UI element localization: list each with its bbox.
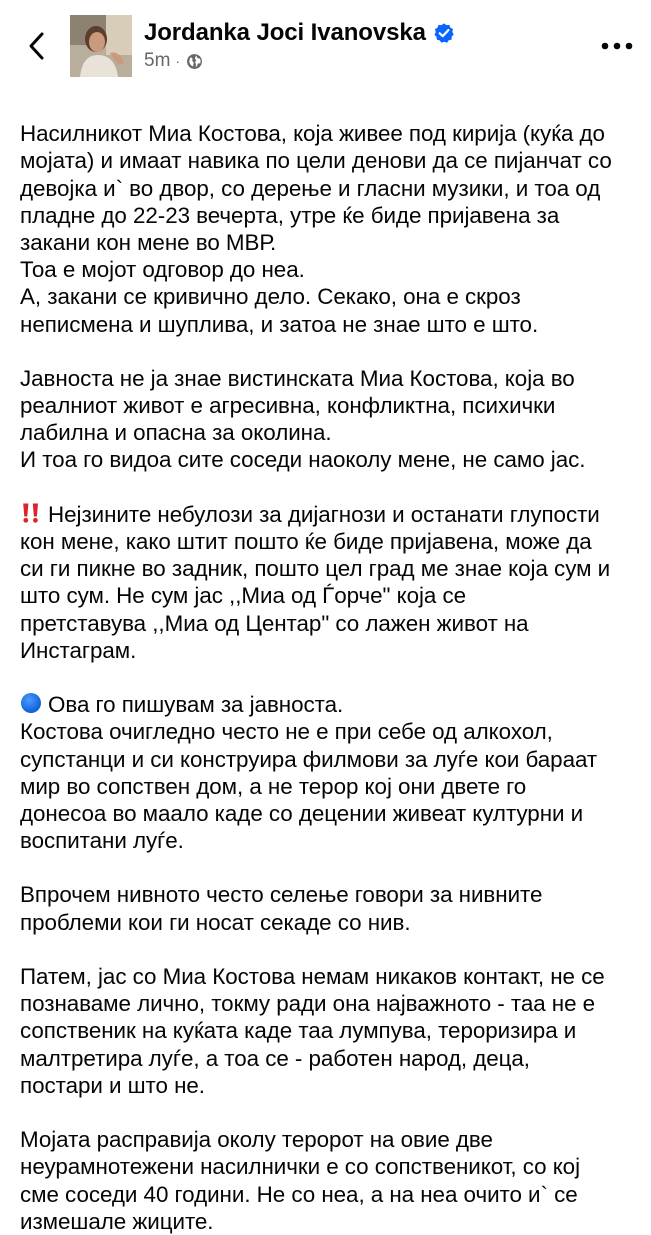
- text-line: девојка и` во двор, со дерење и гласни музики, и тоа од: [20, 175, 601, 201]
- text-line: Впрочем нивното често селење говори за нивните: [20, 882, 543, 908]
- text-line: си ги пикне во задник, пошто цел град ме знае која сум и: [20, 556, 611, 582]
- chevron-left-icon: [27, 31, 45, 61]
- text-line: постари и што не.: [20, 1072, 205, 1098]
- paragraph-spacer: [20, 338, 640, 365]
- text-line: Мојата расправија околу теророт на овие две: [20, 1127, 493, 1153]
- text-line: проблеми кои ги носат секаде со нив.: [20, 909, 411, 935]
- text-line: сме соседи 40 години. Не со неа, а на неа очито и` се: [20, 1181, 578, 1207]
- text-line: лабилна и опасна за околина.: [20, 420, 332, 446]
- text-line-with-emoji: [20, 501, 640, 528]
- meta-separator: ·: [175, 53, 181, 69]
- post-timestamp[interactable]: 5m: [144, 50, 171, 71]
- text-line: кон мене, како штит пошто ќе биде пријавена, може да: [20, 529, 592, 554]
- text-line: Јавноста не ја знае вистинската Миа Костова, која во: [20, 365, 575, 391]
- paragraph-5: [20, 881, 640, 935]
- text-line: Ова го пишувам за јавноста.: [48, 692, 344, 718]
- more-options-button[interactable]: [599, 36, 635, 56]
- text-line: супстанци и си конструира филмови за луѓе кои бараат: [20, 746, 598, 772]
- text-line: Нејзините небулози за дијагнози и останати глупости: [48, 501, 600, 527]
- verified-badge-icon: [433, 22, 455, 44]
- paragraph-4: [20, 691, 640, 854]
- text-line: пладне до 22-23 вечерта, утре ќе биде пријавена за: [20, 202, 560, 228]
- paragraph-spacer: [20, 1099, 640, 1126]
- paragraph-spacer: [20, 854, 640, 881]
- paragraph-2: [20, 365, 640, 474]
- paragraph-3: [20, 501, 640, 664]
- back-button[interactable]: [16, 24, 56, 68]
- text-line: донесоа во маало каде со децении живеат културни и: [20, 800, 584, 826]
- more-horizontal-icon: [601, 42, 633, 50]
- text-line: Тоа е мојот одговор до неа.: [20, 257, 305, 283]
- text-line: малтретира луѓе, а тоа се - работен народ, деца,: [20, 1045, 530, 1071]
- paragraph-spacer: [20, 936, 640, 963]
- text-line: воспитани луѓе.: [20, 828, 184, 854]
- text-line: мојата) и имаат навика по цели денови да се пијанчат со: [20, 148, 612, 174]
- text-line: И тоа го видоа сите соседи наоколу мене, не само јас.: [20, 447, 586, 473]
- blue-circle-icon: [20, 692, 42, 720]
- author-line: [144, 17, 455, 49]
- text-line: што сум. Не сум јас ,,Миа од Ѓорче" која се: [20, 583, 467, 609]
- paragraph-spacer: [20, 664, 640, 691]
- spacer: [20, 93, 640, 120]
- profile-photo: [70, 15, 132, 77]
- post-text: [20, 93, 640, 1235]
- paragraph-1: [20, 120, 640, 338]
- post-meta: [144, 49, 203, 73]
- text-line-with-emoji: [20, 691, 640, 718]
- text-line: Инстаграм.: [20, 637, 137, 663]
- globe-icon[interactable]: [186, 53, 203, 70]
- text-line: закани кон мене во МВР.: [20, 229, 277, 255]
- paragraph-7: [20, 1126, 640, 1235]
- text-line: претставува ,,Миа од Центар" со лажен живот на: [20, 610, 529, 636]
- text-line: А, закани се кривично дело. Секако, она е скроз: [20, 284, 521, 310]
- paragraph-6: [20, 963, 640, 1099]
- text-line: мир во сопствен дом, а не терор кој они двете го: [20, 773, 527, 799]
- author-name[interactable]: Jordanka Joci Ivanovska: [144, 19, 426, 46]
- text-line: Костова очигледно често не е при себе од алкохол,: [20, 719, 553, 745]
- text-line: неписмена и шуплива, и затоа не знае што е што.: [20, 311, 539, 337]
- text-line: сопственик на куќата каде таа лумпува, тероризира и: [20, 1018, 577, 1044]
- text-line: измешале жиците.: [20, 1208, 214, 1234]
- post-header: [0, 0, 651, 92]
- avatar[interactable]: [70, 15, 132, 77]
- text-line: неурамнотежени насилнички е со сопственикот, со кој: [20, 1154, 581, 1180]
- text-line: познаваме лично, токму ради она најважното - таа не е: [20, 991, 596, 1017]
- paragraph-spacer: [20, 474, 640, 501]
- text-line: Насилникот Миа Костова, која живее под кирија (куќа до: [20, 121, 605, 147]
- text-line: Патем, јас со Миа Костова немам никаков контакт, не се: [20, 964, 605, 989]
- double-exclamation-icon: [20, 502, 42, 530]
- text-line: реалниот живот е агресивна, конфликтна, психички: [20, 393, 556, 419]
